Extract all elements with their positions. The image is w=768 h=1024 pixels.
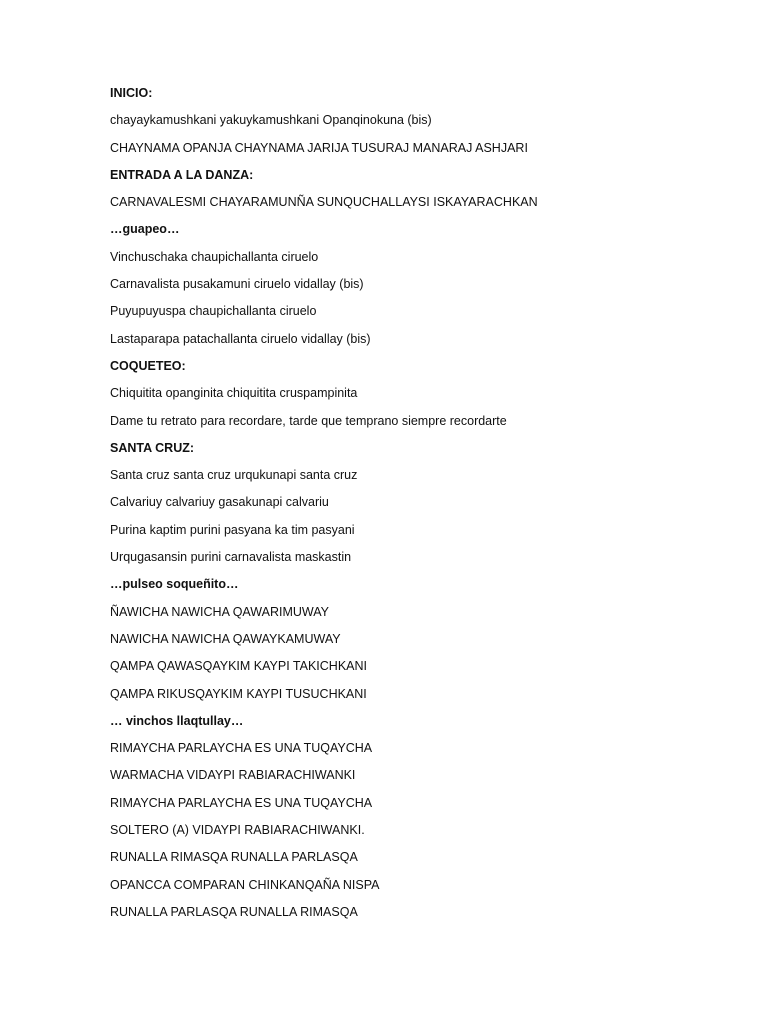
lyric-line: Lastaparapa patachallanta ciruelo vidallay (bis) (110, 331, 371, 346)
section-heading: … vinchos llaqtullay… (110, 713, 244, 728)
lyric-line: Urqugasansin purini carnavalista maskastin (110, 550, 352, 565)
lyric-line: Purina kaptim purini pasyana ka tim pasyani (110, 522, 355, 537)
lyric-line: chayaykamushkani yakuykamushkani Opanqinokuna (bis) (110, 113, 432, 128)
section-heading: SANTA CRUZ: (110, 440, 195, 455)
section-heading: …pulseo soqueñito… (110, 577, 239, 592)
lyric-line: ÑAWICHA NAWICHA QAWARIMUWAY (110, 604, 329, 619)
lyric-line: Dame tu retrato para recordare, tarde que temprano siempre recordarte (110, 413, 507, 428)
section-heading: …guapeo… (110, 222, 180, 237)
lyrics-body (110, 84, 730, 930)
lyric-line: Vinchuschaka chaupichallanta ciruelo (110, 249, 319, 264)
lyric-line: SOLTERO (A) VIDAYPI RABIARACHIWANKI. (110, 823, 365, 838)
section-heading: INICIO: (110, 86, 153, 100)
lyric-line: Puyupuyuspa chaupichallanta ciruelo (110, 304, 317, 319)
lyric-line: RUNALLA RIMASQA RUNALLA PARLASQA (110, 850, 358, 865)
section-heading: ENTRADA A LA DANZA: (110, 167, 254, 182)
lyric-line: NAWICHA NAWICHA QAWAYKAMUWAY (110, 631, 341, 646)
lyric-line: RIMAYCHA PARLAYCHA ES UNA TUQAYCHA (110, 795, 373, 810)
lyric-line: WARMACHA VIDAYPI RABIARACHIWANKI (110, 768, 356, 783)
lyric-line: QAMPA RIKUSQAYKIM KAYPI TUSUCHKANI (110, 686, 367, 701)
lyric-line: Santa cruz santa cruz urqukunapi santa cruz (110, 468, 358, 483)
lyric-line: CARNAVALESMI CHAYARAMUNÑA SUNQUCHALLAYSI ISKAYARACHKAN (110, 195, 538, 210)
lyric-line: Chiquitita opanginita chiquitita cruspampinita (110, 386, 358, 401)
lyric-line: QAMPA QAWASQAYKIM KAYPI TAKICHKANI (110, 659, 368, 674)
section-heading: COQUETEO: (110, 358, 186, 373)
lyric-line: RIMAYCHA PARLAYCHA ES UNA TUQAYCHA (110, 741, 373, 756)
lyric-line: RUNALLA PARLASQA RUNALLA RIMASQA (110, 904, 358, 919)
lyric-line: CHAYNAMA OPANJA CHAYNAMA JARIJA TUSURAJ MANARAJ ASHJARI (110, 140, 528, 155)
lyric-line: Carnavalista pusakamuni ciruelo vidallay (bis) (110, 277, 364, 292)
lyric-line: OPANCCA COMPARAN CHINKANQAÑA NISPA (110, 877, 380, 892)
lyric-line: Calvariuy calvariuy gasakunapi calvariu (110, 495, 329, 510)
